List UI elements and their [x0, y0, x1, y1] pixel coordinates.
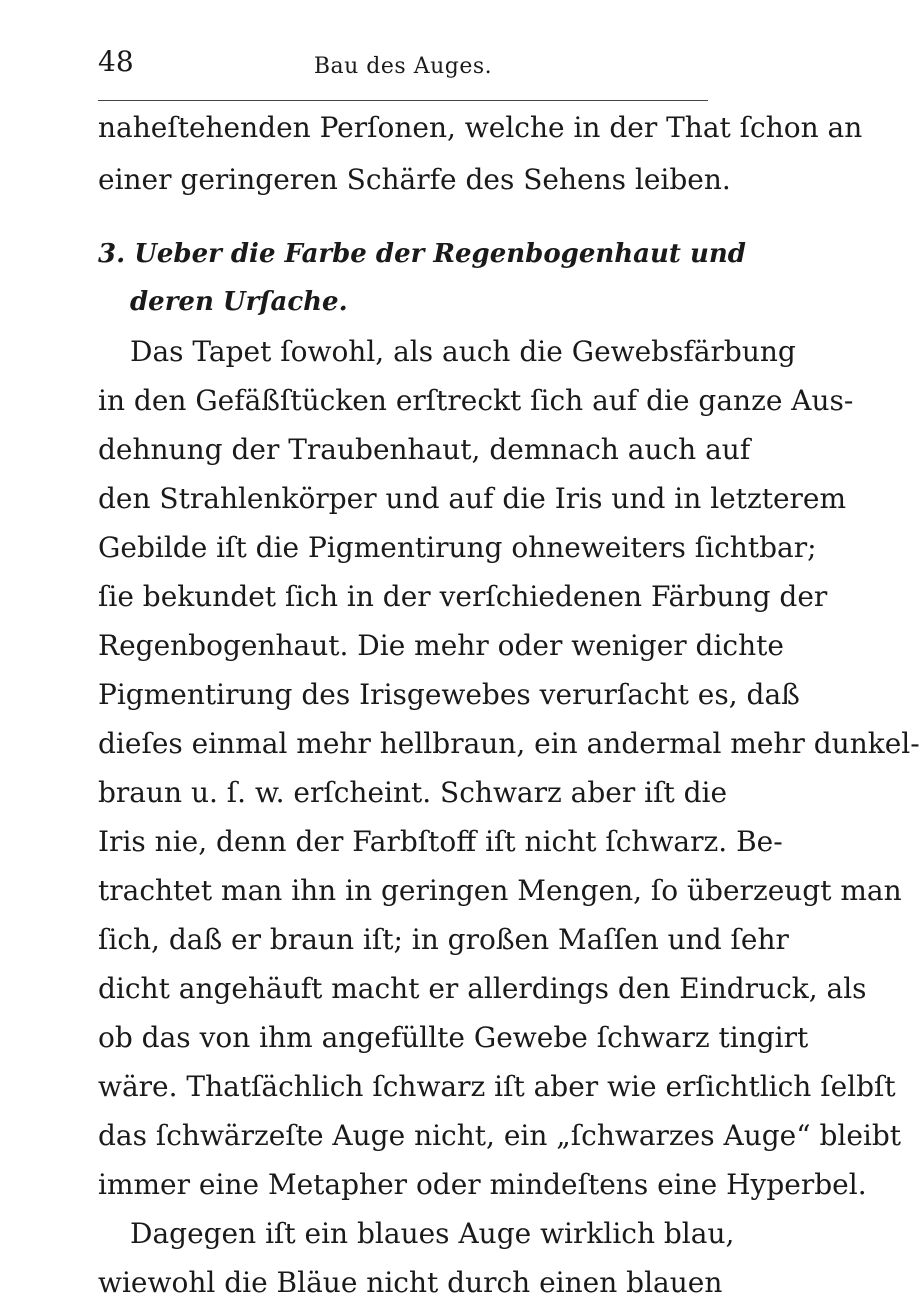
header-rule	[98, 100, 708, 101]
text-line: naheſtehenden Perſonen, welche in der That ſchon an	[98, 111, 863, 144]
text-line: ob das von ihm angefüllte Gewebe ſchwarz tingirt	[98, 1021, 809, 1054]
section-heading: 3. Ueber die Farbe der Regenbogenhaut und	[98, 239, 746, 269]
text-line: braun u. ſ. w. erſcheint. Schwarz aber iſt die	[98, 776, 728, 809]
text-line: einer geringeren Schärfe des Sehens leiben.	[98, 163, 731, 196]
text-line: Regenbogenhaut. Die mehr oder weniger dichte	[98, 629, 784, 662]
page-header	[98, 44, 708, 88]
text-line: dicht angehäuft macht er allerdings den Eindruck, als	[98, 972, 867, 1005]
text-line: wäre. Thatſächlich ſchwarz iſt aber wie erſichtlich ſelbſt	[98, 1070, 896, 1103]
text-line: in den Gefäßſtücken erſtreckt ſich auf die ganze Aus-	[98, 384, 854, 417]
text-line: immer eine Metapher oder mindeſtens eine Hyperbel.	[98, 1168, 867, 1201]
text-line: Pigmentirung des Irisgewebes verurſacht es, daß	[98, 678, 800, 711]
text-line: wiewohl die Bläue nicht durch einen blauen	[98, 1266, 723, 1299]
text-line: das ſchwärzeſte Auge nicht, ein „ſchwarzes Auge“ bleibt	[98, 1119, 902, 1152]
text-line: ſich, daß er braun iſt; in großen Maſſen und ſehr	[98, 923, 789, 956]
text-line: trachtet man ihn in geringen Mengen, ſo überzeugt man	[98, 874, 902, 907]
text-line: Iris nie, denn der Farbſtoff iſt nicht ſchwarz. Be-	[98, 825, 783, 858]
text-line: Dagegen iſt ein blaues Auge wirklich blau,	[130, 1217, 735, 1250]
running-title: Bau des Auges.	[313, 54, 493, 79]
page-number: 48	[98, 45, 134, 78]
text-line: dieſes einmal mehr hellbraun, ein andermal mehr dunkel-	[98, 727, 920, 760]
text-line: Das Tapet ſowohl, als auch die Gewebsfärbung	[130, 335, 796, 368]
section-heading: deren Urſache.	[130, 287, 348, 317]
text-line: dehnung der Traubenhaut, demnach auch auf	[98, 433, 751, 466]
text-line: Gebilde iſt die Pigmentirung ohneweiters ſichtbar;	[98, 531, 817, 564]
text-line: ſie bekundet ſich in der verſchiedenen Färbung der	[98, 580, 828, 613]
text-line: den Strahlenkörper und auf die Iris und in letzterem	[98, 482, 847, 515]
